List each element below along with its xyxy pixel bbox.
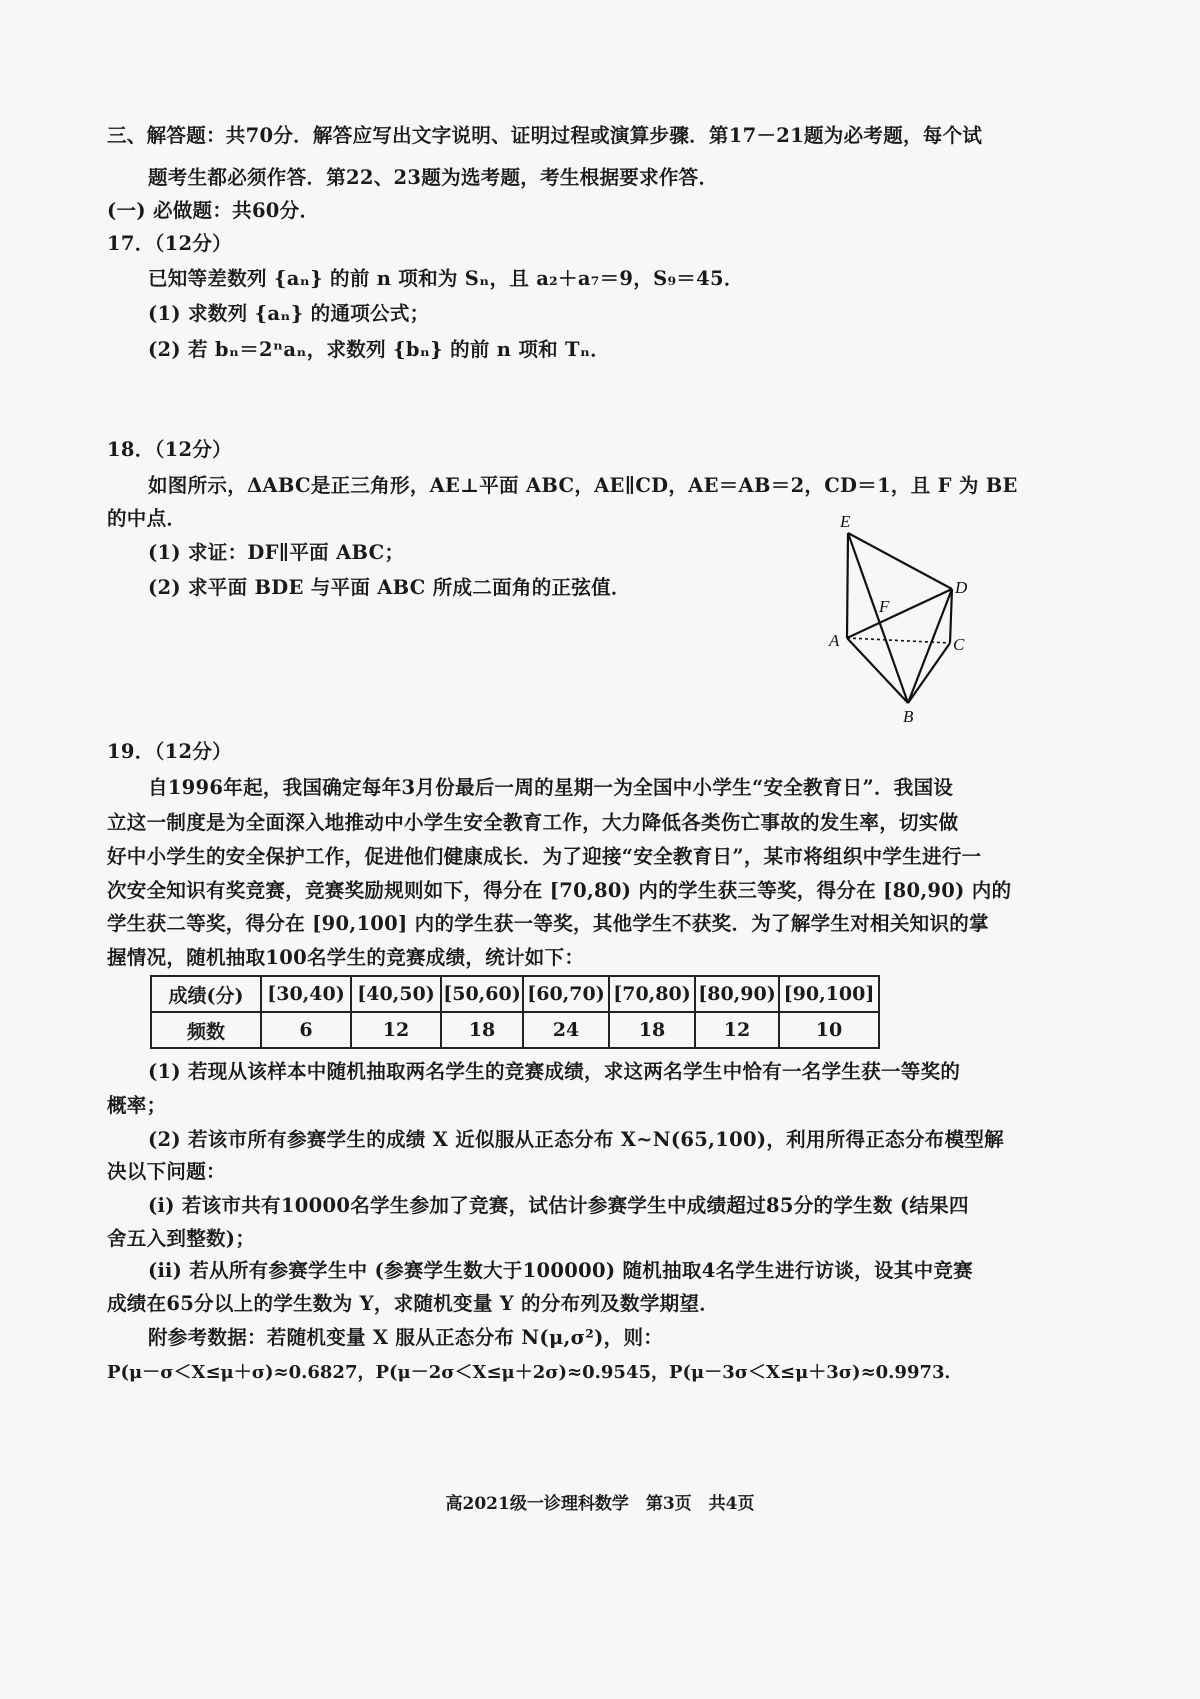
q19-para-line: 立这一制度是为全面深入地推动中小学生安全教育工作，大力降低各类伤亡事故的发生率，切实做	[107, 811, 959, 834]
edge-ed	[848, 533, 952, 589]
label-b: B	[903, 707, 914, 726]
part-heading: (一) 必做题：共60分．	[107, 199, 320, 222]
label-f: F	[879, 597, 890, 616]
table-header-row	[151, 976, 879, 1012]
q19-para-line: 自1996年起，我国确定每年3月份最后一周的星期一为全国中小学生“安全教育日”．我国设	[148, 776, 954, 799]
table-cell: [70,80)	[609, 976, 695, 1012]
edge-ac-hidden	[847, 638, 950, 643]
table-cell: 频数	[151, 1012, 261, 1048]
table-cell: 24	[523, 1012, 609, 1048]
table-cell: [60,70)	[523, 976, 609, 1012]
q19-para-line: 握情况，随机抽取100名学生的竞赛成绩，统计如下：	[107, 946, 585, 969]
q19-para-line: 次安全知识有奖竞赛，竞赛奖励规则如下，得分在 [70,80) 内的学生获三等奖，得分在 [80,90) 内的	[107, 879, 1012, 902]
page-footer: 高2021级一诊理科数学 第3页 共4页	[445, 1494, 755, 1514]
q19-para-line: 学生获二等奖，得分在 [90,100] 内的学生获一等奖，其他学生不获奖．为了解学生对相关知识的掌	[107, 912, 989, 935]
q17-stem: 已知等差数列 {aₙ} 的前 n 项和为 Sₙ，且 a₂＋a₇＝9，S₉＝45．	[148, 267, 744, 290]
q19-part2-ii: (ⅱ) 若从所有参赛学生中 (参赛学生数大于100000) 随机抽取4名学生进行访谈，设其中竞赛	[148, 1259, 973, 1282]
q17-part2: (2) 若 bₙ＝2ⁿaₙ，求数列 {bₙ} 的前 n 项和 Tₙ．	[148, 338, 611, 361]
q19-part2-ii-cont: 成绩在65分以上的学生数为 Y，求随机变量 Y 的分布列及数学期望．	[107, 1292, 720, 1315]
table-cell: 成绩(分)	[151, 976, 261, 1012]
q18-number: 18．（12分）	[107, 438, 232, 461]
score-frequency-table	[150, 975, 880, 1049]
table-cell: 12	[351, 1012, 441, 1048]
q19-part2: (2) 若该市所有参赛学生的成绩 X 近似服从正态分布 X~N(65,100)，利用所得正态分布模型解	[148, 1128, 1004, 1151]
q19-part1: (1) 若现从该样本中随机抽取两名学生的竞赛成绩，求这两名学生中恰有一名学生获一等奖的	[148, 1060, 961, 1083]
table-cell: 6	[261, 1012, 351, 1048]
table-cell: 18	[609, 1012, 695, 1048]
q18-part1: (1) 求证：DF∥平面 ABC；	[148, 541, 405, 564]
label-a: A	[829, 631, 840, 650]
table-cell: [30,40)	[261, 976, 351, 1012]
q18-stem-cont: 的中点．	[107, 507, 187, 530]
edge-ab	[847, 638, 908, 703]
q19-para-line: 好中小学生的安全保护工作，促进他们健康成长．为了迎接“安全教育日”，某市将组织中学生进行一	[107, 845, 982, 868]
q18-part2: (2) 求平面 BDE 与平面 ABC 所成二面角的正弦值．	[148, 576, 631, 599]
section-heading: 三、解答题：共70分．解答应写出文字说明、证明过程或演算步骤．第17－21题为必考题，每个试	[107, 124, 983, 147]
table-cell: [40,50)	[351, 976, 441, 1012]
edge-ea	[847, 533, 848, 638]
q19-part2-cont: 决以下问题：	[107, 1160, 226, 1183]
label-e: E	[840, 512, 851, 531]
q17-number: 17．（12分）	[107, 232, 232, 255]
table-row	[151, 1012, 879, 1048]
q19-part2-i: (ⅰ) 若该市共有10000名学生参加了竞赛，试估计参赛学生中成绩超过85分的学生数 (结果四	[148, 1194, 969, 1217]
q19-reference-formula: P(μ－σ＜X≤μ＋σ)≈0.6827，P(μ－2σ＜X≤μ＋2σ)≈0.9545，P(μ－3σ＜X≤μ＋3σ)≈0.9973．	[107, 1362, 963, 1383]
table-cell: [80,90)	[695, 976, 779, 1012]
edge-eb	[848, 533, 908, 703]
q17-part1: (1) 求数列 {aₙ} 的通项公式；	[148, 302, 430, 325]
edge-cb	[908, 643, 950, 703]
label-c: C	[953, 635, 965, 654]
q19-reference: 附参考数据：若随机变量 X 服从正态分布 N(μ,σ²)，则：	[148, 1326, 664, 1349]
section-heading-cont: 题考生都必须作答．第22、23题为选考题，考生根据要求作答．	[148, 166, 719, 189]
q19-number: 19．（12分）	[107, 740, 232, 763]
table-cell: 12	[695, 1012, 779, 1048]
q18-stem: 如图所示，ΔABC是正三角形，AE⊥平面 ABC，AE∥CD，AE＝AB＝2，CD＝1，且 F 为 BE	[148, 474, 1018, 497]
label-d: D	[955, 578, 968, 597]
q19-part1-cont: 概率；	[107, 1094, 167, 1117]
table-cell: [90,100]	[779, 976, 879, 1012]
q19-part2-i-cont: 舍五入到整数)；	[107, 1227, 256, 1250]
edge-dc	[950, 589, 952, 643]
table-cell: [50,60)	[441, 976, 523, 1012]
table-cell: 18	[441, 1012, 523, 1048]
table-cell: 10	[779, 1012, 879, 1048]
